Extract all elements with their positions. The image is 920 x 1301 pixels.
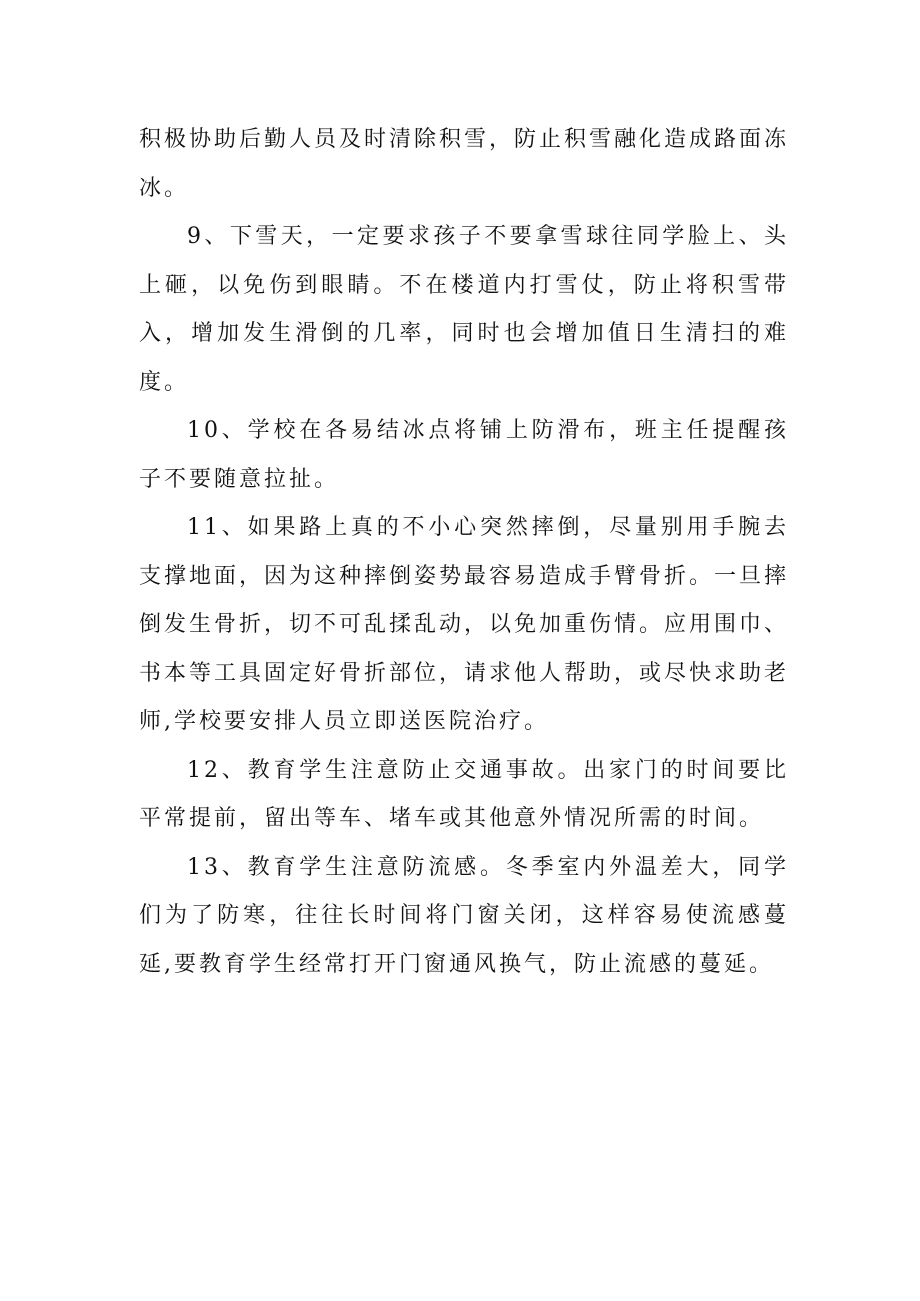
paragraph-item-9: 9、下雪天，一定要求孩子不要拿雪球往同学脸上、头上砸，以免伤到眼睛。不在楼道内打雪仗，防止将积雪带入，增加发生滑倒的几率，同时也会增加值日生清扫的难度。 — [139, 224, 789, 395]
document-body — [139, 116, 789, 989]
paragraph-item-12: 12、教育学生注意防止交通事故。出家门的时间要比平常提前，留出等车、堵车或其他意外情况所需的时间。 — [139, 757, 789, 831]
paragraph-item-11: 11、如果路上真的不小心突然摔倒，尽量别用手腕去支撑地面，因为这种摔倒姿势最容易造成手臂骨折。一旦摔倒发生骨折，切不可乱揉乱动，以免加重伤情。应用围巾、书本等工具固定好骨折部位，请求他人帮助，或尽快求助老师,学校要安排人员立即送医院治疗。 — [139, 515, 790, 734]
paragraph-item-13: 13、教育学生注意防流感。冬季室内外温差大，同学们为了防寒，往往长时间将门窗关闭，这样容易使流感蔓延,要教育学生经常打开门窗通风换气，防止流感的蔓延。 — [139, 854, 789, 977]
paragraph-item-10: 10、学校在各易结冰点将铺上防滑布，班主任提醒孩子不要随意拉扯。 — [139, 418, 789, 492]
paragraph-continuation: 积极协助后勤人员及时清除积雪，防止积雪融化造成路面冻冰。 — [139, 127, 790, 201]
